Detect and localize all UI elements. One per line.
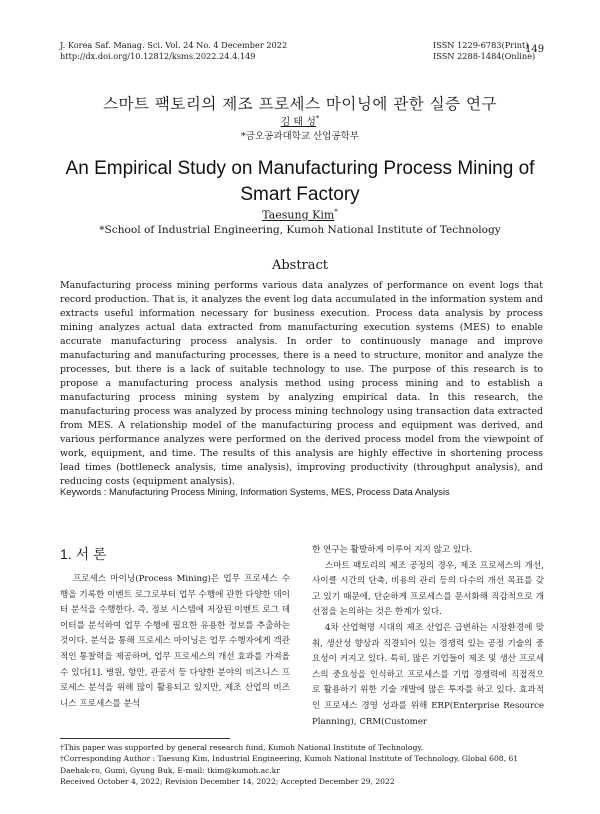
journal-citation: J. Korea Saf. Manag. Sci. Vol. 24 No. 4 December 2022: [60, 40, 288, 50]
page-number: 149: [525, 44, 545, 55]
issn-print: ISSN 1229-6783(Print): [433, 40, 529, 50]
left-paragraph: 프로세스 마이닝(Process Mining)은 업무 프로세스 수행을 기록한 이벤트 로그로부터 업무 수행에 관한 다양한 데이터 분석을 수행한다. 즉, 정보 시스템에 저장된 이벤트 로그 데이터를 분석하여 업무 수행에 필요한 유용한 정보를 추출하는 것이다. 분석을 통해 프로세스 마이닝은 업무 수행자에게 객관적인 통찰력을 제공하며, 업무 프로세스의 개선 효과를 가져올 수 있다[1]. 병원, 항만, 관공서 등 다양한 분야의 비즈니스 프로세스 분석을 위해 많이 활용되고 있지만, 제조 산업의 비즈니스 프로세스를 분석: [60, 574, 290, 709]
korean-author-name: 김 태 성: [280, 117, 316, 128]
english-title-line1: An Empirical Study on Manufacturing Process Mining of: [65, 158, 535, 179]
english-author: [0, 208, 600, 222]
abstract-heading: Abstract: [271, 258, 329, 273]
korean-affiliation: *금오공과대학교 산업공학부: [241, 131, 359, 142]
left-column: [60, 572, 290, 712]
footnote-dates: Received October 4, 2022; Revision December 14, 2022; Accepted December 29, 2022: [60, 777, 395, 787]
issn-online: ISSN 2288-1484(Online): [433, 51, 536, 61]
english-title-line2: Smart Factory: [240, 184, 360, 205]
korean-title: 스마트 팩토리의 제조 프로세스 마이닝에 관한 실증 연구: [103, 95, 497, 113]
right-paragraph-2: 4차 산업혁명 시대의 제조 산업은 급변하는 시장환경에 맞춰, 생산성 향상과 직결되어 있는 경쟁력 있는 공정 기술의 중요성이 커지고 있다. 특히, 많은 기업들이 제조 및 생산 프로세스의 중요성을 인식하고 프로세스를 기업 경쟁력에 직접적으로 활용하기 위한 기술 개발에 많은 투자를 하고 있다. 효과적인 프로세스 경영 성과를 위해 ERP(Enterprise Resource Planning), CRM(Customer: [312, 622, 544, 727]
right-paragraph-continuation: 한 연구는 활발하게 이루어 지지 않고 있다.: [312, 545, 473, 555]
english-author-mark: *: [334, 208, 338, 216]
english-author-name: Taesung Kim: [262, 208, 335, 222]
footnotes: [60, 742, 550, 788]
footnote-corresponding-author: †Corresponding Author : Taesung Kim, Industrial Engineering, Kumoh National Institute of Technology, Global 608, 61 Daehak-ro, Gumi, Gyung Buk, E-mail: tkim@kumoh.ac.kr: [60, 754, 519, 775]
right-paragraph-1: 스마트 팩토리의 제조 공정의 경우, 제조 프로세스의 개선, 사이클 시간의 단축, 비용의 관리 등의 다수의 개선 목표를 갖고 있기 때문에, 단순하게 프로세스를 문서화해 직감적으로 개선점을 논의하는 것은 한계가 있다.: [312, 560, 544, 618]
korean-author-mark: *: [315, 114, 320, 123]
abstract-text: Manufacturing process mining performs various data analyzes of performance on event logs that record production. That is, it analyzes the event log data accumulated in the information system and extracts useful information necessary for business execution. Process data analysis by process mining analyzes actual data extracted from manufacturing execution systems (MES) to enable accurate manufacturing process analysis. In order to continuously manage and improve manufacturing and manufacturing processes, there is a need to structure, monitor and analyze the processes, but there is a lack of suitable technology to use. The purpose of this research is to propose a manufacturing process analysis method using process mining and to establish a manufacturing process mining system by analyzing empirical data. In this research, the manufacturing process was analyzed by process mining technology using transaction data extracted from MES. A relationship model of the manufacturing process and equipment was derived, and various performance analyzes were performed on the derived process model from the viewpoint of work, equipment, and time. The results of this analysis are highly effective in shortening process lead times (bottleneck analysis, time analysis), improving productivity (throughput analysis), and reducing costs (equipment analysis).: [60, 280, 543, 487]
footnote-divider: [60, 738, 230, 739]
korean-author: [0, 113, 600, 128]
section-heading: 1. 서 론: [60, 546, 107, 562]
keywords: Keywords : Manufacturing Process Mining, Information Systems, MES, Process Data Analysis: [60, 486, 450, 497]
english-affiliation: *School of Industrial Engineering, Kumoh National Institute of Technology: [99, 224, 501, 236]
right-column: [312, 543, 544, 730]
footnote-funding: †This paper was supported by general research fund, Kumoh National Institute of Technology.: [60, 743, 424, 752]
doi-link[interactable]: http://dx.doi.org/10.12812/ksms.2022.24.4.149: [60, 51, 256, 61]
english-title: [40, 156, 560, 208]
